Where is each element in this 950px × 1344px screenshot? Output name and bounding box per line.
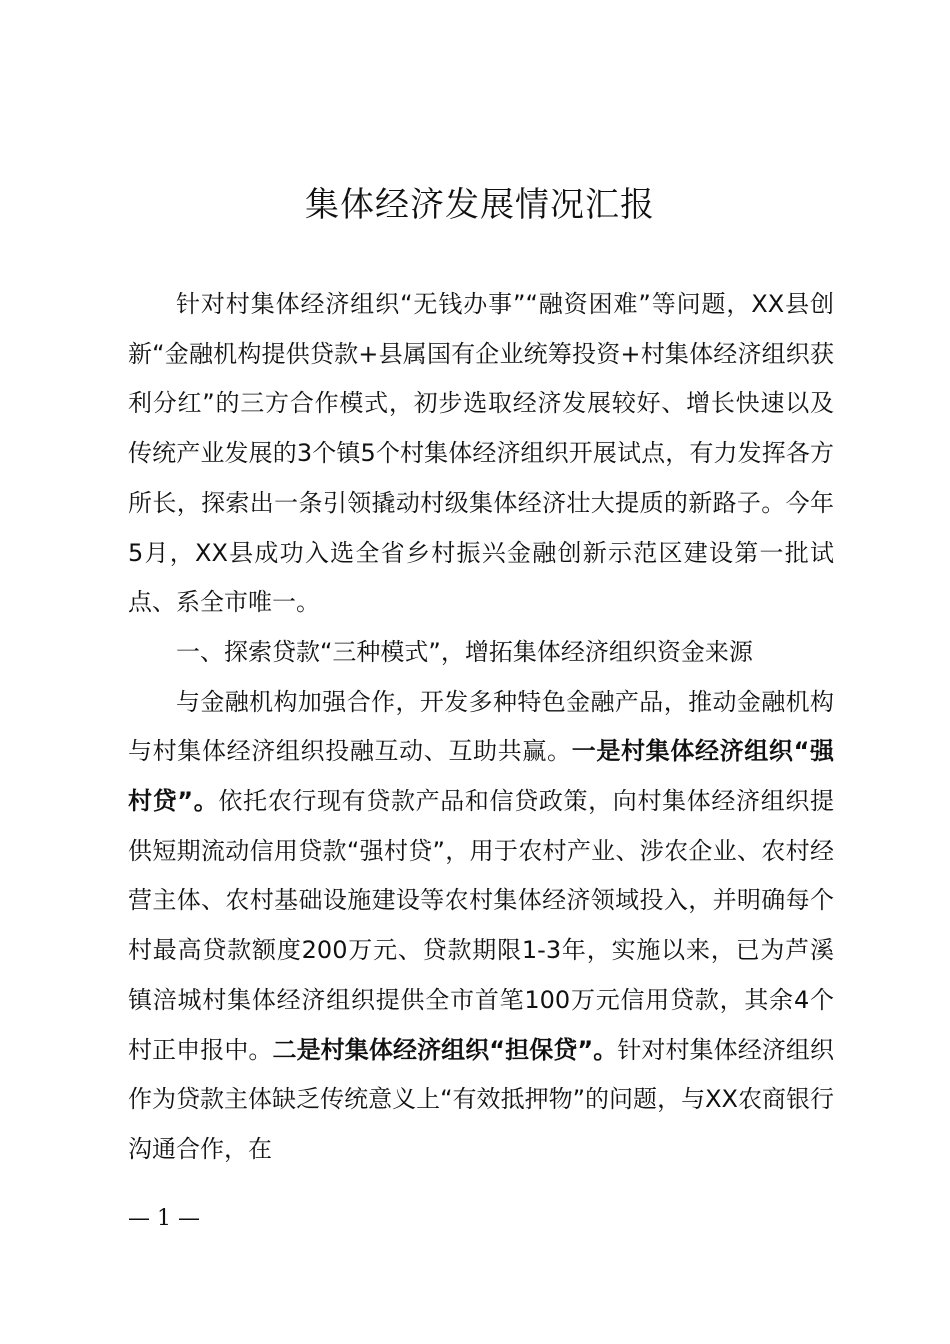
section-text-part: 依托农行现有贷款产品和信贷政策，向村集体经济组织提供短期流动信用贷款“强村贷”，用于农村产业、涉农企业、农村经营主体、农村基础设施建设等农村集体经济领域投入，并明确每个村最高贷款额度200万元、贷款期限1-3年，实施以来，已为芦溪镇涪城村集体经济组织提供全市首笔100万元信用贷款，其余4个村正申报中。 xyxy=(128,787,835,1064)
bold-subheading: 一是村集体经济组织“强村贷”。 xyxy=(128,737,834,816)
page-number: — 1 — xyxy=(128,1206,200,1231)
intro-paragraph: 针对村集体经济组织“无钱办事”“融资困难”等问题，XX县创新“金融机构提供贷款+县属国有企业统筹投资+村集体经济组织获利分红”的三方合作模式，初步选取经济发展较好、增长快速以及传统产业发展的3个镇5个村集体经济组织开展试点，有力发挥各方所长，探索出一条引领撬动村级集体经济壮大提质的新路子。今年5月，XX县成功入选全省乡村振兴金融创新示范区建设第一批试点、系全市唯一。 xyxy=(128,290,834,617)
section-paragraph xyxy=(128,678,834,1175)
document-body xyxy=(128,280,834,1175)
section-text-part: 与金融机构加强合作，开发多种特色金融产品，推动金融机构与村集体经济组织投融互动、互助共赢。 xyxy=(128,687,834,766)
bold-subheading: 二是村集体经济组织“担保贷”。 xyxy=(272,1035,618,1064)
document-title: 集体经济发展情况汇报 xyxy=(305,185,655,225)
section-heading: 一、探索贷款“三种模式”，增拓集体经济组织资金来源 xyxy=(176,637,753,666)
section-text-part: 针对村集体经济组织作为贷款主体缺乏传统意义上“有效抵押物”的问题，与XX农商银行沟通合作，在 xyxy=(128,1035,835,1163)
